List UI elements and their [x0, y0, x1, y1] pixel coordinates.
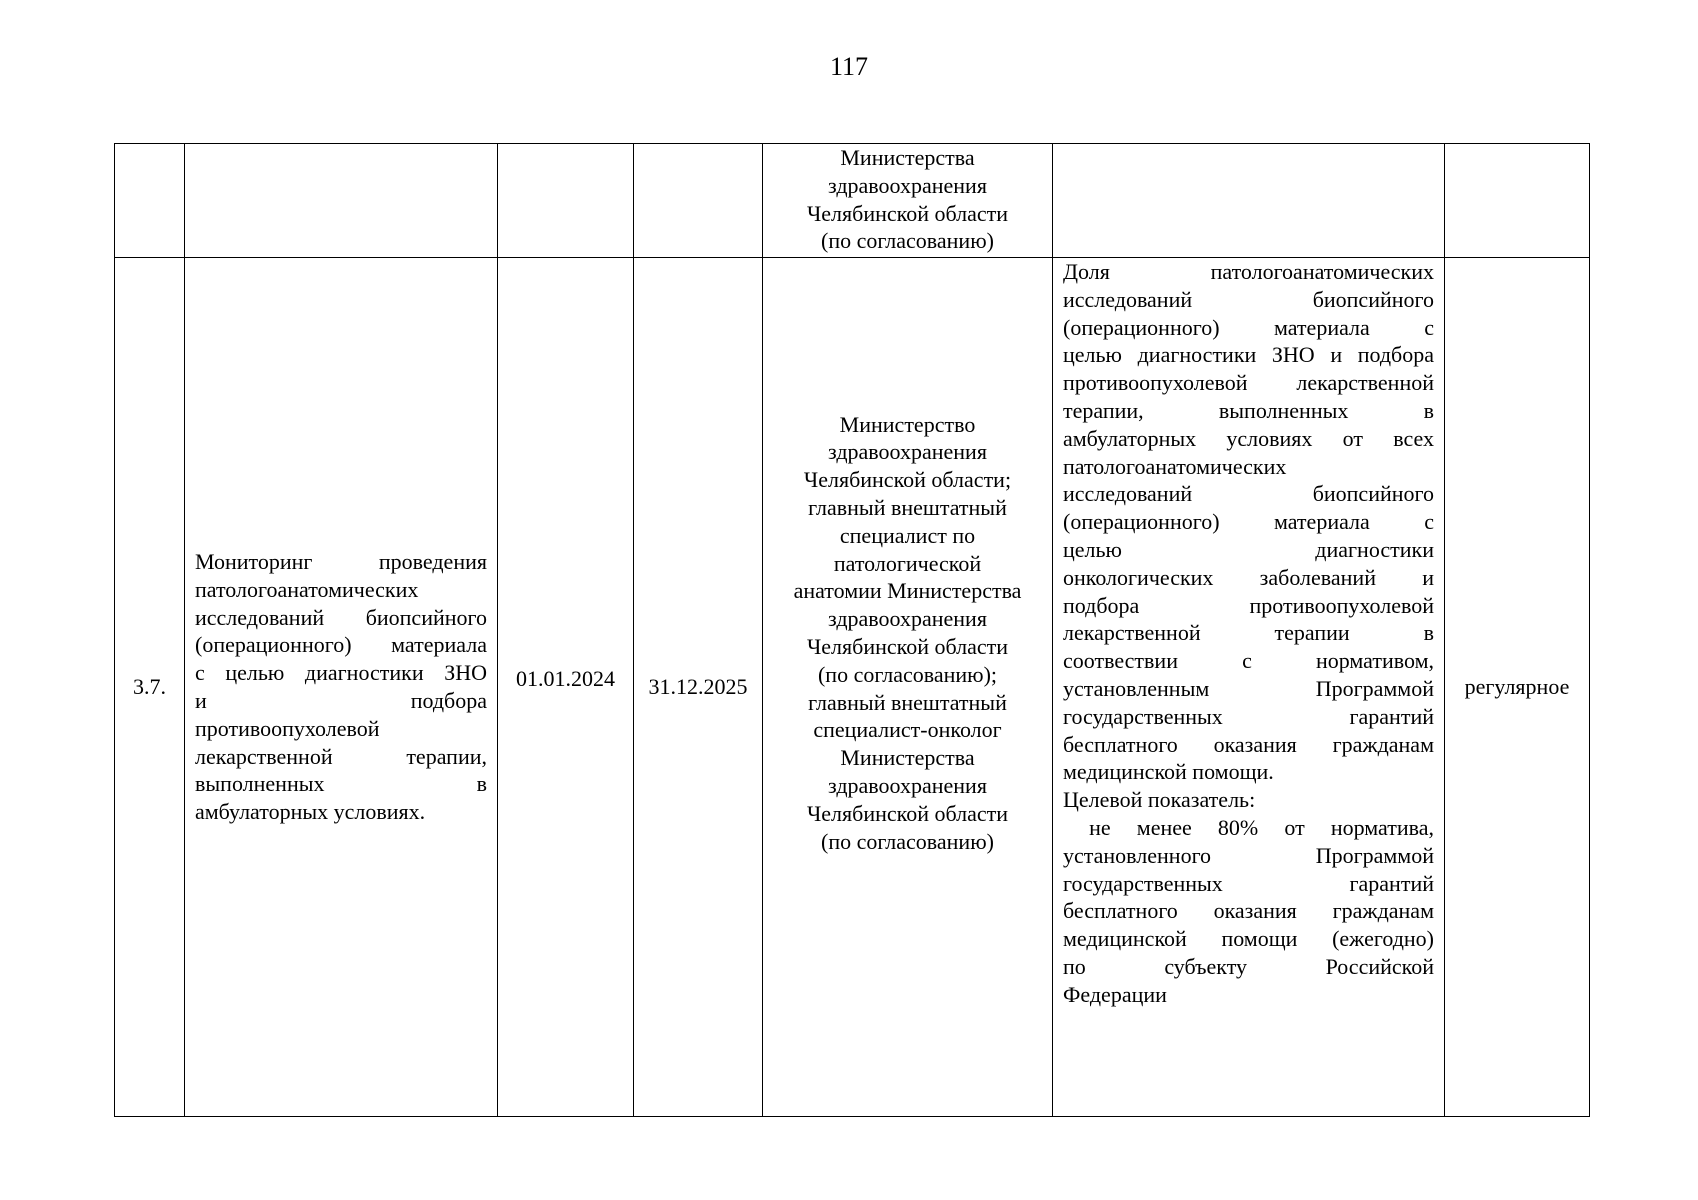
executor-line: здравоохранения — [828, 439, 987, 465]
result-line: Федерации — [1063, 981, 1167, 1007]
event-line: амбулаторных условиях. — [195, 799, 426, 825]
result-line: установленного Программой — [1063, 842, 1434, 868]
start-date: 01.01.2024 — [498, 258, 634, 1117]
result-line: не менее 80% от норматива, — [1063, 814, 1434, 840]
executor-line: (по согласованию) — [821, 228, 994, 254]
executor-line: специалист-онколог — [813, 717, 1002, 743]
result-line: Целевой показатель: — [1063, 787, 1256, 813]
result-line: онкологических заболеваний и — [1063, 564, 1434, 590]
cell-result — [1053, 144, 1445, 258]
event-line: исследований биопсийного — [195, 604, 487, 630]
result-line: соотвествии с нормативом, — [1063, 648, 1434, 674]
executor-line: здравоохранения — [828, 606, 987, 632]
event-line: лекарственной терапии, — [195, 743, 487, 769]
result-line: установленным Программой — [1063, 675, 1434, 701]
executor-line: специалист по — [839, 522, 976, 548]
executor-line: анатомии Министерства — [793, 578, 1022, 604]
executor-line: Челябинской области; — [803, 467, 1012, 493]
cell-number — [115, 144, 185, 258]
cell-start-date — [498, 144, 634, 258]
result-line: патологоанатомических — [1063, 453, 1287, 479]
row-number: 3.7. — [115, 258, 185, 1117]
event-line: противоопухолевой — [195, 715, 380, 741]
end-date: 31.12.2025 — [634, 258, 763, 1117]
event-line: патологоанатомических — [195, 576, 419, 602]
table-row — [115, 258, 1590, 1117]
executor-line: Министерства — [840, 145, 975, 170]
result-line: целью диагностики ЗНО и подбора — [1063, 342, 1434, 368]
result-line: исследований биопсийного — [1063, 286, 1434, 312]
result-line: амбулаторных условиях от всех — [1063, 425, 1434, 451]
result-line: целью диагностики — [1063, 536, 1434, 562]
executor-line: главный внештатный — [808, 689, 1007, 715]
executor-line: здравоохранения — [828, 772, 987, 798]
executor-line: (по согласованию) — [821, 828, 994, 854]
cell-executor — [763, 144, 1053, 258]
event-line: (операционного) материала — [195, 632, 487, 658]
event-line: Мониторинг проведения — [195, 549, 487, 575]
executor-line: патологической — [833, 550, 982, 576]
result-line: подбора противоопухолевой — [1063, 592, 1434, 618]
page-number: 117 — [829, 52, 869, 81]
result-line: медицинской помощи. — [1063, 759, 1274, 785]
executor — [763, 258, 1053, 1117]
executor-line: Министерство — [839, 411, 976, 437]
executor-line: Челябинской области — [806, 200, 1009, 226]
expected-result — [1053, 258, 1445, 1117]
cell-event — [185, 144, 498, 258]
result-line: бесплатного оказания гражданам — [1063, 731, 1434, 757]
result-line: государственных гарантий — [1063, 870, 1434, 896]
result-line: противоопухолевой лекарственной — [1063, 370, 1434, 396]
event-line: выполненных в — [195, 771, 487, 797]
executor-line: Челябинской области — [806, 800, 1009, 826]
result-line: лекарственной терапии в — [1063, 620, 1434, 646]
result-line: терапии, выполненных в — [1063, 397, 1434, 423]
cell-end-date — [634, 144, 763, 258]
activity-plan-table — [114, 143, 1590, 1117]
event-line: и подбора — [195, 688, 487, 713]
continuation-row — [115, 144, 1590, 258]
executor-line: (по согласованию); — [817, 661, 998, 687]
frequency: регулярное — [1445, 258, 1590, 1117]
event-description — [185, 258, 498, 1117]
result-line: (операционного) материала с — [1063, 314, 1434, 340]
executor-line: главный внештатный — [808, 495, 1007, 521]
event-line: с целью диагностики ЗНО — [195, 660, 487, 686]
result-line: по субъекту Российской — [1063, 953, 1434, 979]
executor-line: здравоохранения — [828, 172, 987, 198]
executor-line: Челябинской области — [806, 634, 1009, 659]
executor-line: Министерства — [840, 745, 975, 771]
cell-frequency — [1445, 144, 1590, 258]
result-line: бесплатного оказания гражданам — [1063, 898, 1434, 924]
result-line: медицинской помощи (ежегодно) — [1063, 926, 1434, 952]
result-line: Доля патологоанатомических — [1063, 259, 1434, 284]
result-line: исследований биопсийного — [1063, 481, 1434, 507]
result-line: (операционного) материала с — [1063, 509, 1434, 535]
result-line: государственных гарантий — [1063, 703, 1434, 729]
